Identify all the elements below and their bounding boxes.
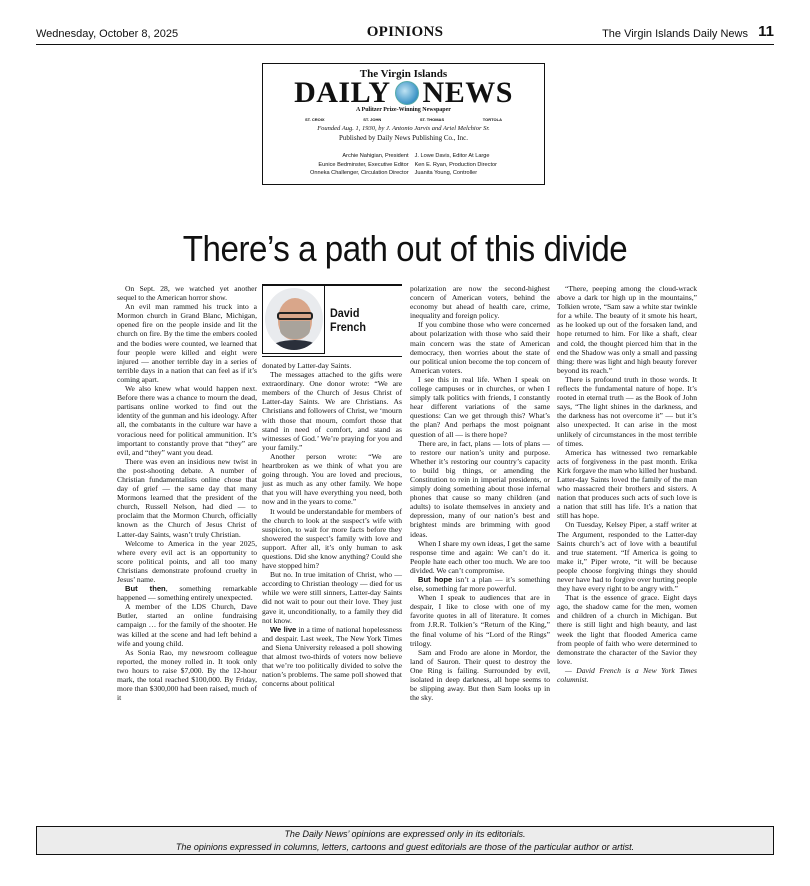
article-column-4 bbox=[557, 284, 697, 684]
article-paragraph bbox=[262, 570, 402, 625]
article-paragraph bbox=[262, 507, 402, 571]
article-paragraph bbox=[410, 648, 550, 703]
author-photo bbox=[262, 286, 325, 354]
opinion-disclaimer bbox=[36, 826, 774, 855]
article-column-1 bbox=[117, 284, 257, 702]
paragraph-text: There was even an insidious new twist in the post-shooting debate. A number of Christian fundamentalists online chose that day of grief — the same day that many Mormons learned that the president of the church, Russell Nelson, had died — to proclaim that the Mormon Church, officially known as the Church of Jesus Christ of Latter-day Saints, wasn’t truly Christian. bbox=[117, 456, 257, 539]
staff-list bbox=[263, 152, 544, 178]
disclaimer-line-1: The Daily News’ opinions are expressed only in its editorials. bbox=[284, 829, 526, 839]
paragraph-lead-in: We live bbox=[270, 624, 297, 634]
article-paragraph bbox=[262, 452, 402, 507]
paragraph-text: A member of the LDS Church, Dave Butler, started an online fundraising campaign … for the family of the shooter. He was killed at the scene and had left behind a wife and young child. bbox=[117, 602, 257, 648]
staff-item: Eunice Bedminster, Executive Editor bbox=[318, 161, 409, 168]
paragraph-text: Another person wrote: “We are heartbroken as we think of what you are going through. You are loved and precious, just as much as any other family. We hope that you will have everything you need, both now and in the years to come.” bbox=[262, 451, 402, 507]
article-paragraph bbox=[117, 584, 257, 602]
article-paragraph bbox=[117, 457, 257, 539]
article-paragraph bbox=[557, 448, 697, 521]
article-paragraph bbox=[117, 602, 257, 647]
author-signature: — David French is a New York Times columnist. bbox=[557, 665, 697, 685]
masthead-prefix: The Virgin Islands bbox=[359, 68, 448, 80]
publisher-line: Published by Daily News Publishing Co., Inc. bbox=[339, 134, 468, 142]
masthead-title bbox=[263, 76, 544, 109]
paragraph-text: When I speak to audiences that are in despair, I like to close with one of my favorite quotes in all of literature. It comes from J.R.R. Tolkien’s “Return of the King,” the final volume of his “Lord of the Rings” trilogy. bbox=[410, 593, 550, 648]
island-item: ST. THOMAS bbox=[419, 117, 445, 122]
article-paragraph bbox=[410, 375, 550, 439]
island-list bbox=[263, 117, 544, 122]
issue-date: Wednesday, October 8, 2025 bbox=[36, 28, 179, 40]
article-column-2 bbox=[262, 284, 402, 688]
article-column-3 bbox=[410, 284, 550, 702]
article-paragraph bbox=[410, 593, 550, 648]
paragraph-text: “There, peeping among the cloud-wrack above a dark tor high up in the mountains,” Tolkien wrote, “Sam saw a white star twinkle for a while. The beauty of it smote his heart, as he looked up out of the forsaken land, and hope returned to him. For like a shaft, clear and cold, the thought pierced him that in the end the Shadow was only a small and passing thing: there was light and high beauty forever beyond its reach.” bbox=[557, 284, 697, 375]
article-headline: There’s a path out of this divide bbox=[182, 228, 628, 269]
article-paragraph bbox=[410, 539, 550, 575]
article-paragraph bbox=[262, 370, 402, 452]
masthead bbox=[262, 63, 545, 185]
staff-item: Ken E. Ryan, Production Director bbox=[414, 161, 497, 168]
article-paragraph bbox=[557, 520, 697, 593]
paragraph-text: donated by Latter-day Saints. bbox=[262, 361, 352, 370]
article-paragraph bbox=[117, 648, 257, 703]
masthead-title-right: NEWS bbox=[422, 76, 513, 109]
island-item: ST. CROIX bbox=[305, 117, 325, 122]
paragraph-text: If you combine those who were concerned about polarization with those who said their main concern was the state of American democracy, then worries about the state of our political union become the top concern of American voters. bbox=[410, 320, 550, 375]
author-box bbox=[262, 284, 402, 357]
page-number: 11 bbox=[758, 23, 774, 40]
paragraph-text: It would be understandable for members of the church to look at the suspect’s wife with suspicion, to wait for more facts before they showered the suspect’s family with love and support. After all, it’s only human to ask questions. Did she know anything? Could she have stopped him? bbox=[262, 506, 402, 571]
paragraph-text: isn’t a plan — it’s something else, something far more powerful. bbox=[410, 575, 551, 594]
paragraph-text: But no. In true imitation of Christ, who — according to Christian theology — died for us while we were still sinners, Latter-day Saints did not wait to pour out their love. They just gave it, unconditionally, to a family they did not know. bbox=[262, 570, 402, 625]
section-title: OPINIONS bbox=[366, 24, 444, 40]
paragraph-text: That is the essence of grace. Eight days ago, the shadow came for the men, women and children of a church in Michigan. But there is still light and high beauty, and last week the light that flooded America came from people of faith who were determined to demonstrate the character of the Savior they love. bbox=[557, 593, 697, 666]
article-paragraph bbox=[117, 539, 257, 584]
masthead-tagline: A Pulitzer Prize-Winning Newspaper bbox=[356, 107, 451, 113]
paragraph-text: We also knew what would happen next. Before there was a chance to mourn the dead, partisans online worked to find out the identity of the gunman and his ideology. After all, the combatants in the culture war have a voracious need for political ammunition. It’s important to constantly prove that “they” are evil, and “they” want you dead. bbox=[117, 384, 257, 457]
paragraph-text: An evil man rammed his truck into a Mormon church in Grand Blanc, Michigan, opened fire on the people inside and lit the church on fire. By the time the embers cooled and the bodies were counted, we learned that four people were killed and eight were injured — another terrible day in a series of terrible days in a nation that can feel as if it’s coming apart. bbox=[117, 302, 257, 384]
paragraph-text: There are, in fact, plans — lots of plans — to restore our nation’s unity and purpose. Whether it’s restoring our country’s capacity to build big things, or amending the Constitution to rein in imperial presidents, or simply doing something about those infernal phones that cause so many children (and adults) to isolate themselves in anxiety and depression, many of our nation’s best and brightest minds are brimming with good ideas. bbox=[410, 438, 550, 539]
paragraph-text: polarization are now the second-highest concern of American voters, behind the economy but ahead of health care, crime, inequality and foreign policy. bbox=[410, 284, 550, 321]
paragraph-text: The messages attached to the gifts were extraordinary. One donor wrote: “We are members of the Church of Jesus Christ of Latter-day Saints. We are Christians. As Christians and followers of Christ, we ‘mourn with those that mourn, comfort those that stand in need of comfort, and stand as witnesses of God.’ We’re praying for you and your family.” bbox=[262, 370, 402, 452]
article-paragraph bbox=[557, 284, 697, 375]
staff-item: J. Lowe Davis, Editor At Large bbox=[414, 153, 490, 159]
island-item: ST. JOHN bbox=[363, 117, 382, 122]
paragraph-text: Sam and Frodo are alone in Mordor, the land of Sauron. Their quest to destroy the One Ring is failing. Surrounded by evil, isolated in deep darkness, all hope seems to be slipping away. But then Sam looks up in the sky. bbox=[410, 647, 550, 703]
paragraph-text: America has witnessed two remarkable acts of forgiveness in the past month. Erika Kirk forgave the man who killed her husband. Latter-day Saints loved the family of the man who massacred their brothers and sisters. A nation that produces such acts of such love is a nation that still has life. It’s a nation that still has hope. bbox=[557, 447, 697, 521]
paragraph-lead-in: But hope bbox=[418, 575, 453, 584]
article-paragraph bbox=[410, 439, 550, 539]
paragraph-text: On Tuesday, Kelsey Piper, a staff writer at The Argument, responded to the Latter-day Saints church’s act of love with a beautiful and true statement. “If America is going to make it,” Piper wrote, “it will be because people choose forgiving things they should never have had to forgive over hurting people they have every right to be angry with.” bbox=[557, 520, 697, 594]
author-last-name: French bbox=[330, 320, 367, 334]
masthead-title-left: DAILY bbox=[294, 76, 391, 109]
author-first-name: David bbox=[330, 306, 360, 320]
staff-item: Onneka Challenger, Circulation Director bbox=[310, 170, 409, 176]
staff-item: Juanita Young, Controller bbox=[414, 170, 478, 176]
island-item: TORTOLA bbox=[482, 117, 502, 122]
author-name bbox=[330, 306, 366, 334]
article-paragraph bbox=[117, 384, 257, 457]
paragraph-text: Welcome to America in the year 2025, where every evil act is an opportunity to score political points, and all too many Christians demonstrate profound cruelty in Jesus’ name. bbox=[117, 538, 257, 584]
article-paragraph bbox=[557, 375, 697, 448]
article-paragraph bbox=[410, 320, 550, 375]
paragraph-text: On Sept. 28, we watched yet another sequel to the American horror show. bbox=[117, 284, 257, 303]
glasses-icon bbox=[277, 312, 313, 320]
page-header bbox=[36, 22, 774, 45]
staff-item: Archie Nahigian, President bbox=[342, 153, 409, 159]
article-paragraph bbox=[410, 284, 550, 320]
paragraph-text: When I share my own ideas, I get the same response time and again: We can’t do it. People hate each other too much. We are too divided. We can’t compromise. bbox=[410, 538, 550, 575]
disclaimer-line-2: The opinions expressed in columns, letters, cartoons and guest editorials are those of the particular author or artist. bbox=[175, 842, 635, 852]
founded-line: Founded Aug. 1, 1930, by J. Antonio Jarvis and Ariel Melchior Sr. bbox=[317, 125, 490, 132]
paragraph-text: , something remarkable happened — something entirely unexpected. bbox=[117, 584, 257, 603]
paragraph-text: There is profound truth in those words. It reflects the fundamental nature of hope. It’s rooted in eternal truth — as the Book of John says, “The light shines in the darkness, and the darkness has not overcome it” — but it’s also unexpected. It can arise in the most unlikely of circumstances in the most terrible of times. bbox=[557, 374, 697, 448]
paragraph-lead-in: But then bbox=[125, 584, 166, 594]
article-paragraph bbox=[117, 284, 257, 302]
article-paragraph bbox=[262, 361, 402, 370]
article-paragraph bbox=[117, 302, 257, 384]
globe-logo-icon bbox=[395, 81, 419, 105]
paper-name: The Virgin Islands Daily News bbox=[602, 28, 748, 40]
article-paragraph bbox=[262, 625, 402, 689]
paragraph-text: in a time of national hopelessness and despair. Last week, The New York Times and Siena University released a poll showing that almost two-thirds of voters now believe that we’re too politically divided to solve the nation’s problems. The same poll showed that concerns about political bbox=[262, 624, 403, 689]
article-paragraph bbox=[410, 575, 550, 593]
paragraph-text: I see this in real life. When I speak on college campuses or in churches, or when I simply talk politics with friends, I constantly hear different variations of the same questions: Can we get through this? What’s the plan? And perhaps the most poignant question of all — is there hope? bbox=[410, 374, 550, 439]
paragraph-text: As Sonia Rao, my newsroom colleague reported, the money rolled in. It took only two hours to raise $7,000. By the 12-hour mark, the total reached $100,000. By Friday, more than $300,000 had been raised, much of it bbox=[117, 647, 257, 703]
article-paragraph bbox=[557, 593, 697, 666]
